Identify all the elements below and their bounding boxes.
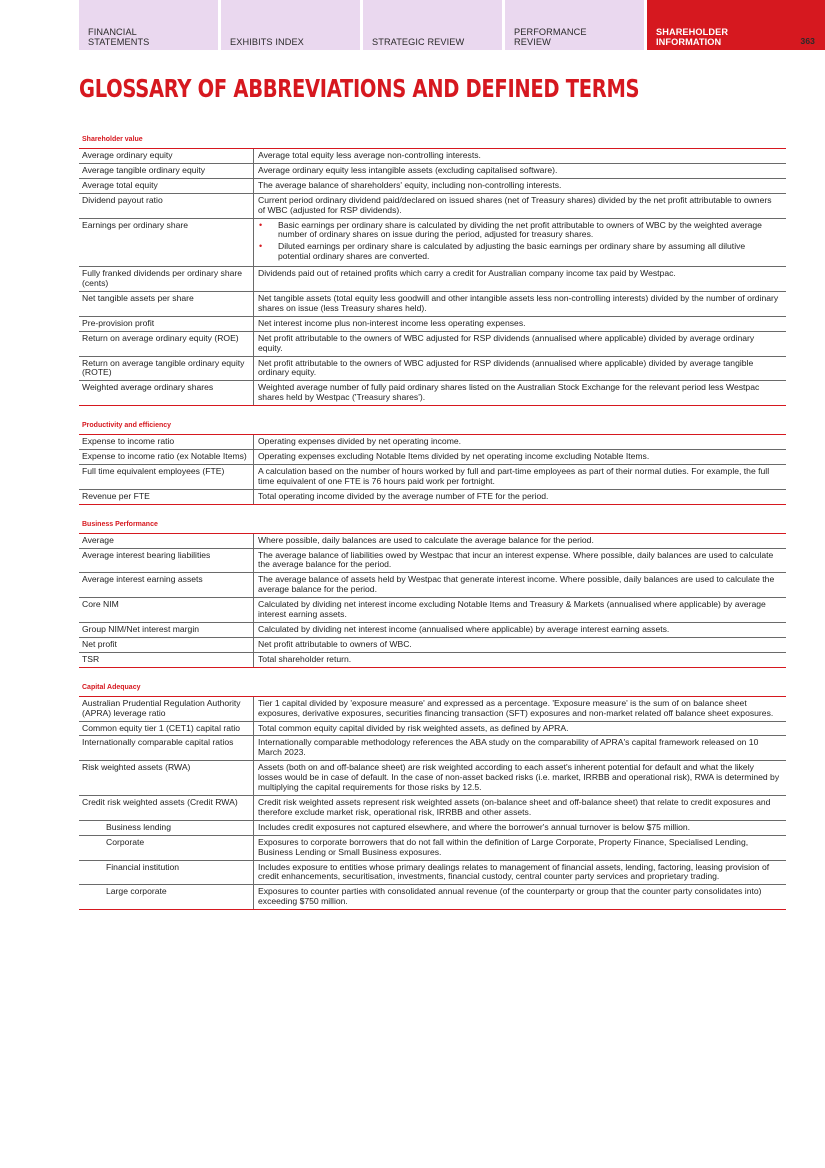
glossary-term: Average <box>79 534 254 548</box>
glossary-row <box>79 332 786 357</box>
glossary-row <box>79 623 786 638</box>
glossary-term: Expense to income ratio <box>79 435 254 449</box>
glossary-row <box>79 821 786 836</box>
glossary-definition: Operating expenses divided by net operating income. <box>258 436 462 447</box>
glossary-definition: Total operating income divided by the average number of FTE for the period. <box>258 490 549 501</box>
glossary-row <box>79 796 786 821</box>
glossary-term: Earnings per ordinary share <box>79 219 254 267</box>
glossary-definition: Current period ordinary dividend paid/declared on issued shares (net of Treasury shares) divided by the net profit attributable to owners of WBC (adjusted for RSP dividends). <box>258 194 772 215</box>
glossary-definition: Average ordinary equity less intangible assets (excluding capitalised software). <box>258 164 558 175</box>
glossary-definition: The average balance of shareholders' equity, including non-controlling interests. <box>258 179 562 190</box>
glossary-definition: Calculated by dividing net interest income (annualised where applicable) by average interest earning assets. <box>258 624 670 634</box>
glossary-row <box>79 885 786 910</box>
glossary-definition: Weighted average number of fully paid ordinary shares listed on the Australian Stock Exchange for the relevant period less Westpac shares held by Westpac ('Treasury shares'). <box>258 382 760 403</box>
tab-label: FINANCIAL STATEMENTS <box>88 27 150 47</box>
glossary-definition: Internationally comparable methodology references the ABA study on the comparability of APRA's capital framework released on 10 March 2023. <box>258 737 759 758</box>
glossary-row <box>79 549 786 574</box>
glossary-row <box>79 736 786 761</box>
glossary-term: Net profit <box>79 638 254 652</box>
glossary-term: Expense to income ratio (ex Notable Items) <box>79 450 254 464</box>
glossary-section <box>79 519 786 668</box>
tab-strategic-review[interactable] <box>363 0 502 50</box>
glossary-row <box>79 194 786 219</box>
glossary <box>79 134 786 924</box>
page-title: GLOSSARY OF ABBREVIATIONS AND DEFINED TERMS <box>79 74 640 103</box>
glossary-definition: A calculation based on the number of hours worked by full and part-time employees as part of their normal duties. For example, the full time equivalent of one FTE is 76 hours paid work per fortnight. <box>258 465 770 486</box>
glossary-row <box>79 638 786 653</box>
glossary-definition: Average total equity less average non-controlling interests. <box>258 150 481 160</box>
glossary-definition: Net interest income plus non-interest income less operating expenses. <box>258 317 526 328</box>
glossary-term: Fully franked dividends per ordinary share (cents) <box>79 267 254 291</box>
glossary-row <box>79 697 786 722</box>
section-title: Capital Adequacy <box>79 682 786 697</box>
glossary-row <box>79 653 786 668</box>
glossary-term: Internationally comparable capital ratios <box>79 736 254 760</box>
glossary-term: Weighted average ordinary shares <box>79 381 254 405</box>
glossary-row <box>79 357 786 382</box>
glossary-definition: Net profit attributable to the owners of WBC adjusted for RSP dividends (annualised where applicable) divided by average tangible ordinary equity. <box>258 357 754 378</box>
tab-financial-statements[interactable] <box>79 0 218 50</box>
glossary-term: Average interest bearing liabilities <box>79 549 254 573</box>
tab-label: SHAREHOLDER INFORMATION <box>656 27 729 47</box>
glossary-row <box>79 381 786 406</box>
glossary-definition: Includes credit exposures not captured elsewhere, and where the borrower's annual turnover is below $75 million. <box>258 821 691 832</box>
tab-label: EXHIBITS INDEX <box>230 37 304 47</box>
section-title: Productivity and efficiency <box>79 420 786 435</box>
tab-exhibits-index[interactable] <box>221 0 360 50</box>
glossary-definition: Total common equity capital divided by risk weighted assets, as defined by APRA. <box>258 722 569 733</box>
glossary-term: Common equity tier 1 (CET1) capital ratio <box>79 722 254 736</box>
glossary-term: TSR <box>79 653 254 667</box>
top-nav <box>79 0 825 50</box>
glossary-definition: Tier 1 capital divided by 'exposure measure' and expressed as a percentage. 'Exposure measure' is the sum of on balance sheet exposures, derivative exposures, securities financing transaction (SFT) exposures and non-market related off balance sheet exposures. <box>258 697 774 718</box>
glossary-row <box>79 836 786 861</box>
glossary-term: Return on average ordinary equity (ROE) <box>79 332 254 356</box>
bullet-text: Basic earnings per ordinary share is calculated by dividing the net profit attributable to owners of WBC by the weighted average number of ordinary shares on issue during the period, adjusted for treasury shares. <box>278 219 762 240</box>
glossary-definition: Total shareholder return. <box>258 653 352 664</box>
glossary-definition: Net profit attributable to owners of WBC. <box>258 638 412 649</box>
glossary-definition: Dividends paid out of retained profits which carry a credit for Australian company income tax paid by Westpac. <box>258 268 676 279</box>
glossary-term: Full time equivalent employees (FTE) <box>79 465 254 489</box>
glossary-row <box>79 761 786 796</box>
tab-label: STRATEGIC REVIEW <box>372 37 465 47</box>
bullet-icon: • <box>259 241 263 252</box>
glossary-section <box>79 682 786 910</box>
tab-shareholder-information[interactable] <box>647 0 825 50</box>
glossary-term: Pre-provision profit <box>79 317 254 331</box>
glossary-row <box>79 450 786 465</box>
glossary-row <box>79 149 786 164</box>
glossary-term: Net tangible assets per share <box>79 292 254 316</box>
glossary-row <box>79 534 786 549</box>
glossary-term: Corporate <box>79 836 254 860</box>
glossary-term: Credit risk weighted assets (Credit RWA) <box>79 796 254 820</box>
glossary-definition: Exposures to corporate borrowers that do not fall within the definition of Large Corporate, Property Finance, Specialised Lending, Business Lending or Small Business exposures. <box>258 836 749 857</box>
glossary-term: Group NIM/Net interest margin <box>79 623 254 637</box>
glossary-definition: Exposures to counter parties with consolidated annual revenue (of the counterparty or group that the counter party consolidates into) exceeding $750 million. <box>258 886 762 907</box>
glossary-section <box>79 134 786 406</box>
glossary-definition: Includes exposure to entities whose primary dealings relates to management of financial assets, lending, factoring, leasing provision of credit enhancements, securitisation, investments, financial custody, central counter party services and proprietary trading. <box>258 861 770 882</box>
glossary-term: Revenue per FTE <box>79 490 254 504</box>
glossary-definition: Where possible, daily balances are used to calculate the average balance for the period. <box>258 534 594 545</box>
page-number: 363 <box>800 36 815 46</box>
glossary-definition: Assets (both on and off-balance sheet) are risk weighted according to each asset's inherent potential for default and what the likely losses would be in case of default. In the case of non-asset backed risks (i.e. market, IRRBB and operational risk), RWA is determined by multiplying the capital requirements for those risks by 12.5. <box>258 762 780 793</box>
glossary-row <box>79 490 786 505</box>
glossary-row <box>79 598 786 623</box>
glossary-row <box>79 722 786 737</box>
glossary-term: Dividend payout ratio <box>79 194 254 218</box>
glossary-term: Core NIM <box>79 598 254 622</box>
glossary-section <box>79 420 786 505</box>
glossary-term: Business lending <box>79 821 254 835</box>
glossary-row <box>79 465 786 490</box>
glossary-row <box>79 317 786 332</box>
glossary-definition: Calculated by dividing net interest income excluding Notable Items and Treasury & Markets (annualised where applicable) by average interest earning assets. <box>258 599 766 620</box>
glossary-row <box>79 164 786 179</box>
glossary-row <box>79 435 786 450</box>
definition-bullet-item <box>258 221 780 241</box>
glossary-term: Australian Prudential Regulation Authority (APRA) leverage ratio <box>79 697 254 721</box>
tab-performance-review[interactable] <box>505 0 644 50</box>
glossary-definition: Credit risk weighted assets represent risk weighted assets (on-balance sheet and off-balance sheet) that relate to credit exposures and therefore exclude market risk, operational risk, IRRBB and other assets. <box>258 796 771 817</box>
glossary-row <box>79 861 786 886</box>
section-title: Business Performance <box>79 519 786 534</box>
glossary-definition <box>254 219 786 267</box>
definition-bullet-item <box>258 242 780 262</box>
glossary-row <box>79 573 786 598</box>
glossary-term: Return on average tangible ordinary equity (ROTE) <box>79 357 254 381</box>
glossary-term: Average ordinary equity <box>79 149 254 163</box>
tab-label: PERFORMANCE REVIEW <box>514 27 587 47</box>
glossary-definition: Net profit attributable to the owners of WBC adjusted for RSP dividends (annualised where applicable) divided by average ordinary equity. <box>258 332 755 353</box>
section-title: Shareholder value <box>79 134 786 149</box>
glossary-definition: The average balance of liabilities owed by Westpac that incur an interest expense. Where possible, daily balances are used to calculate the average balance for the period. <box>258 549 774 570</box>
glossary-row <box>79 219 786 268</box>
glossary-term: Risk weighted assets (RWA) <box>79 761 254 795</box>
glossary-term: Financial institution <box>79 861 254 885</box>
bullet-text: Diluted earnings per ordinary share is calculated by adjusting the basic earnings per ordinary share by assuming all dilutive potential ordinary shares are converted. <box>278 241 746 262</box>
definition-bullets <box>258 221 780 263</box>
glossary-term: Large corporate <box>79 885 254 909</box>
glossary-row <box>79 292 786 317</box>
glossary-definition: Net tangible assets (total equity less goodwill and other intangible assets less non-controlling interests) divided by the number of ordinary shares on issue (less Treasury shares held). <box>258 292 779 313</box>
glossary-term: Average tangible ordinary equity <box>79 164 254 178</box>
glossary-row <box>79 267 786 292</box>
glossary-definition: Operating expenses excluding Notable Items divided by net operating income excluding Notable Items. <box>258 451 650 462</box>
glossary-term: Average total equity <box>79 179 254 193</box>
glossary-row <box>79 179 786 194</box>
bullet-icon: • <box>259 219 263 230</box>
glossary-definition: The average balance of assets held by Westpac that generate interest income. Where possible, daily balances are used to calculate the average balance for the period. <box>258 574 775 595</box>
glossary-term: Average interest earning assets <box>79 573 254 597</box>
